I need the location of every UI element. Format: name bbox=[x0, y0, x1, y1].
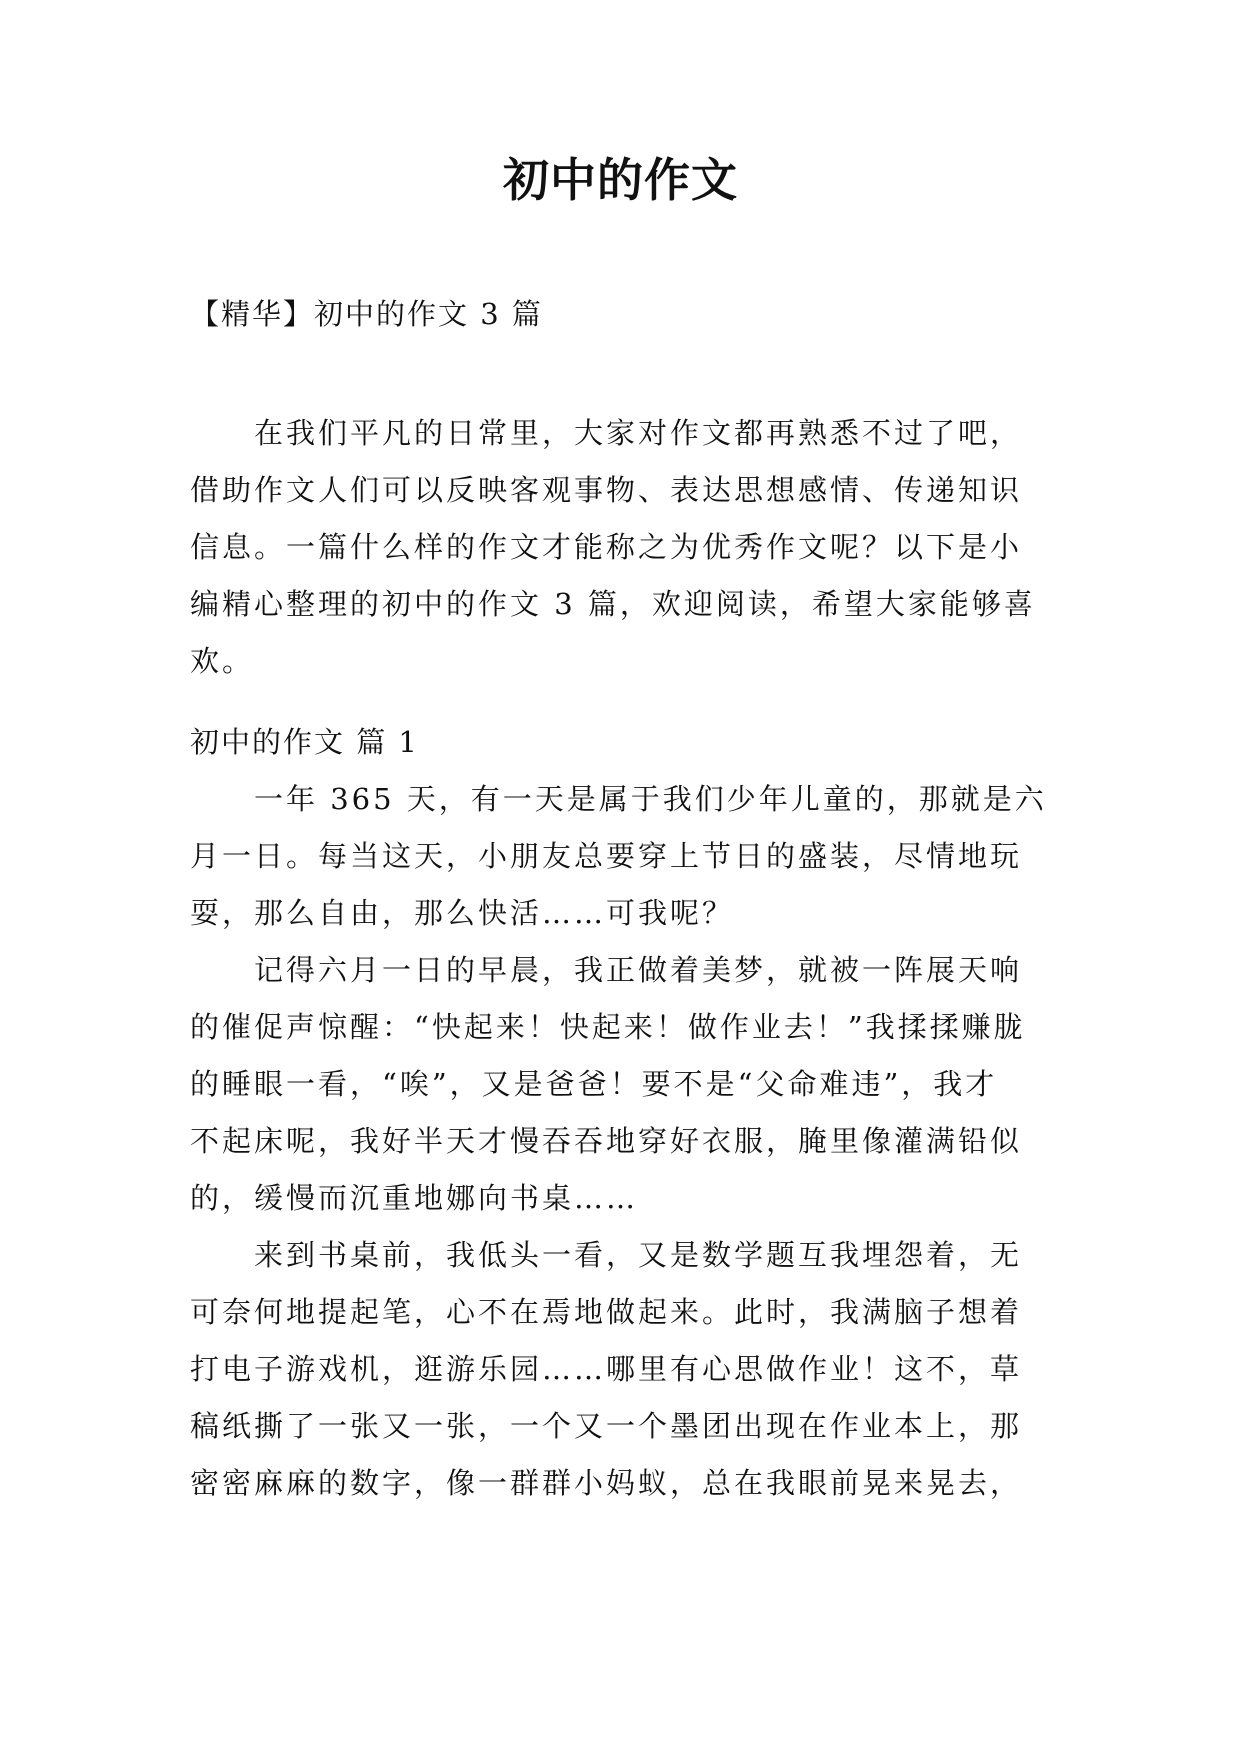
intro-line: 信息。一篇什么样的作文才能称之为优秀作文呢？以下是小 bbox=[190, 530, 1023, 564]
section-line: 可奈何地提起笔，心不在焉地做起来。此时，我满脑子想着 bbox=[190, 1295, 1023, 1329]
section-line: 月一日。每当这天，小朋友总要穿上节日的盛装，尽情地玩 bbox=[190, 839, 1023, 873]
section-line: 一年 365 天，有一天是属于我们少年儿童的，那就是六 bbox=[190, 782, 1047, 816]
section-line: 的催促声惊醒：“快起来！快起来！做作业去！”我揉揉赚胧 bbox=[190, 1010, 1026, 1044]
intro-line: 借助作文人们可以反映客观事物、表达思想感情、传递知识 bbox=[190, 473, 1023, 507]
intro-paragraph bbox=[190, 405, 1054, 690]
section-line: 耍，那么自由，那么快活……可我呢？ bbox=[190, 896, 735, 930]
section-line: 不起床呢，我好半天才慢吞吞地穿好衣服，腌里像灌满铅似 bbox=[190, 1124, 1023, 1158]
section-line: 密密麻麻的数字，像一群群小妈蚁，总在我眼前晃来晃去， bbox=[190, 1466, 1023, 1500]
intro-line: 编精心整理的初中的作文 3 篇，欢迎阅读，希望大家能够喜 bbox=[190, 587, 1036, 621]
intro-line: 欢。 bbox=[190, 644, 255, 678]
section-line: 的，缓慢而沉重地娜向书桌…… bbox=[190, 1181, 639, 1215]
document-subtitle: 【精华】初中的作文 3 篇 bbox=[190, 297, 543, 331]
section-line: 来到书桌前，我低头一看，又是数学题互我埋怨着，无 bbox=[190, 1238, 1023, 1272]
section-line: 打电子游戏机，逛游乐园……哪里有心思做作业！这不，草 bbox=[190, 1352, 1023, 1386]
section-body bbox=[190, 771, 1054, 1512]
section-line: 记得六月一日的早晨，我正做着美梦，就被一阵展天响 bbox=[190, 953, 1023, 987]
document-title: 初中的作文 bbox=[503, 153, 738, 207]
intro-line: 在我们平凡的日常里，大家对作文都再熟悉不过了吧， bbox=[190, 416, 1023, 450]
section-heading: 初中的作文 篇 1 bbox=[190, 725, 419, 759]
section-line: 稿纸撕了一张又一张，一个又一个墨团出现在作业本上，那 bbox=[190, 1409, 1023, 1443]
section-line: 的睡眼一看，“唉”，又是爸爸！要不是“父命难违”，我才 bbox=[190, 1067, 998, 1101]
